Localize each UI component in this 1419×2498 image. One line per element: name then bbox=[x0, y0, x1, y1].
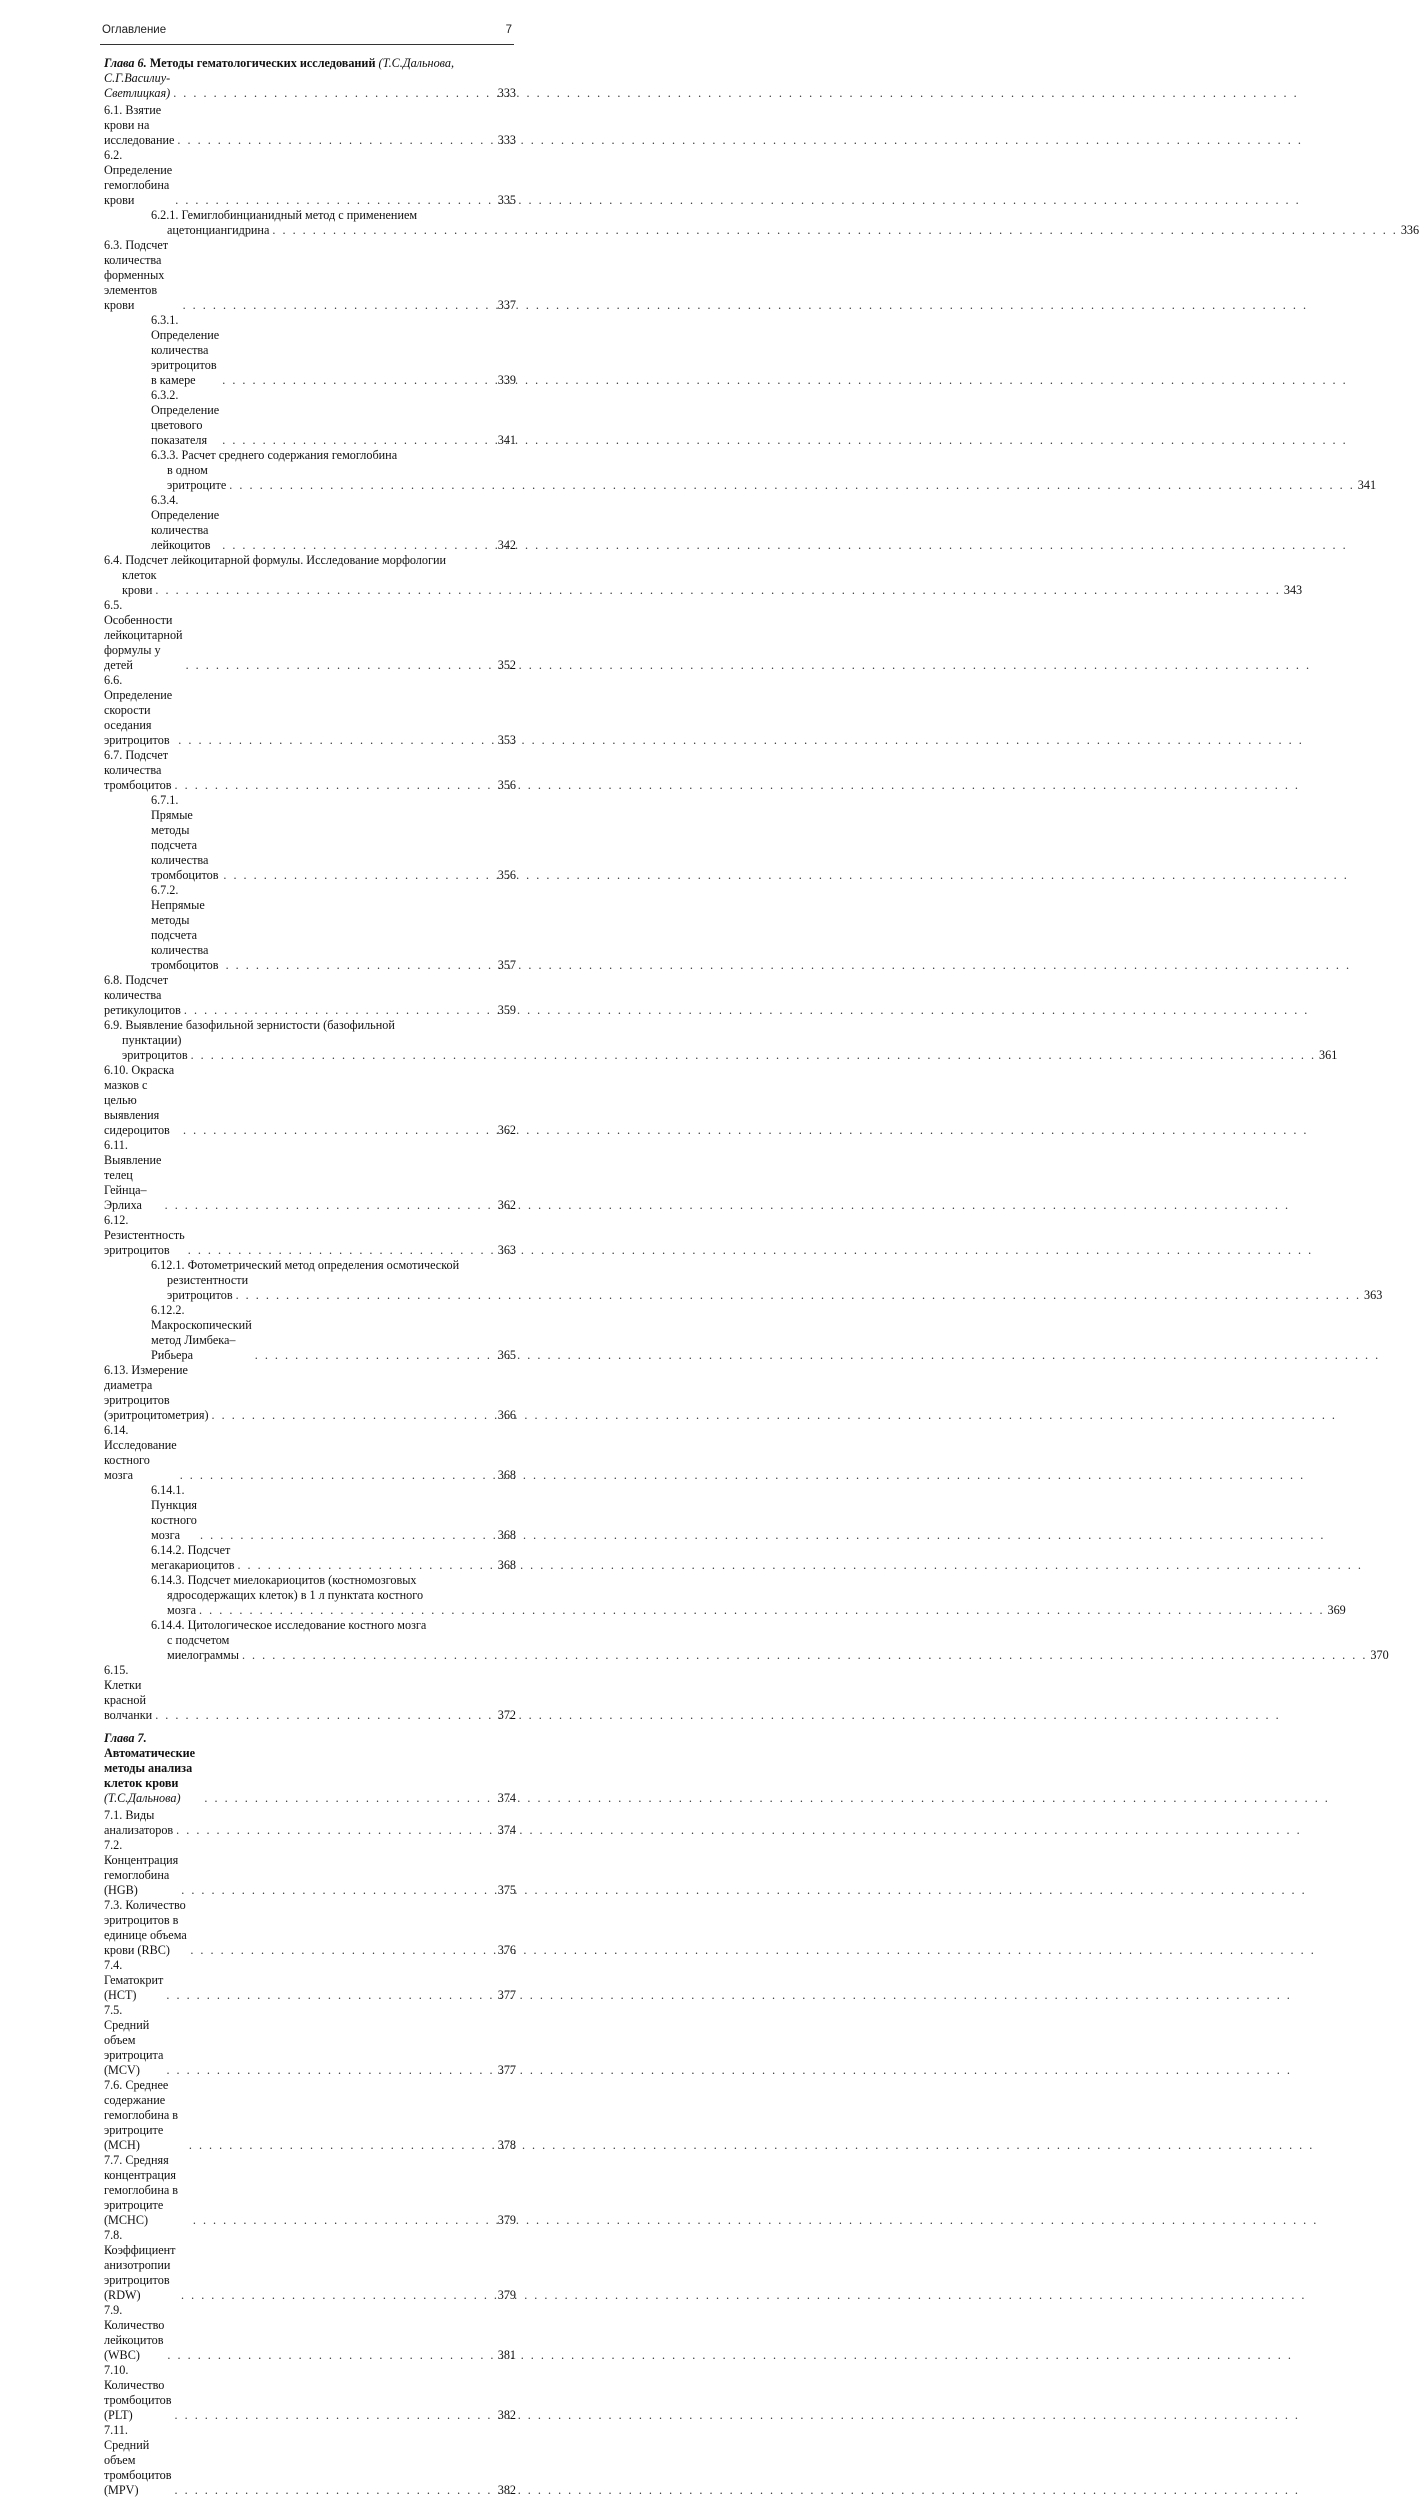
toc-entry-title: 6.11. Выявление телец Гейнца–Эрлиха bbox=[104, 1138, 162, 1212]
leader-dots bbox=[200, 1528, 489, 1543]
toc-entry[interactable] bbox=[104, 313, 516, 388]
toc-entry-page: 361 bbox=[1319, 1048, 1338, 1062]
leader-dots bbox=[229, 478, 1354, 492]
leader-dots bbox=[189, 2138, 489, 2153]
leader-dots bbox=[155, 1708, 489, 1723]
toc-entry[interactable] bbox=[104, 1483, 516, 1543]
leader-dots bbox=[222, 433, 489, 448]
toc-entry-page: 368 bbox=[497, 1528, 516, 1542]
leader-dots bbox=[191, 1048, 1316, 1062]
toc-entry-title: 6.12. Резистентность эритроцитов bbox=[104, 1213, 185, 1257]
toc-entry-title: ацетонциангидрина bbox=[167, 223, 270, 237]
toc-entry-title: 6.14.3. Подсчет миелокариоцитов (костномозговых bbox=[151, 1573, 417, 1587]
toc-entry-title: 6.2.1. Гемиглобинцианидный метод с применением bbox=[151, 208, 418, 222]
toc-entry-page: 372 bbox=[497, 1708, 516, 1722]
leader-dots bbox=[204, 1791, 489, 1806]
toc-entry-title: с подсчетом миелограммы bbox=[167, 1633, 239, 1662]
toc-entry-title: 7.1. Виды анализаторов bbox=[104, 1808, 174, 1837]
toc-entry-page: 365 bbox=[497, 1348, 516, 1362]
leader-dots bbox=[177, 133, 489, 148]
toc-entry-page: 368 bbox=[497, 1468, 516, 1482]
toc-entry-title: 6.2. Определение гемоглобина крови bbox=[104, 148, 173, 207]
toc-entry-title: 7.9. Количество лейкоцитов (WBC) bbox=[104, 2303, 165, 2362]
leader-dots bbox=[272, 223, 1397, 237]
toc-entry-page: 341 bbox=[497, 433, 516, 447]
toc-entry[interactable] bbox=[104, 1303, 516, 1363]
toc-entry-title: 6.14.4. Цитологическое исследование костного мозга bbox=[151, 1618, 427, 1632]
toc-entry[interactable] bbox=[104, 2003, 516, 2078]
leader-dots bbox=[155, 583, 1280, 597]
leader-dots bbox=[242, 1648, 1367, 1662]
toc-entry-page: 378 bbox=[497, 2138, 516, 2152]
toc-entry-title: 6.12.2. Макроскопический метод Лимбека–Рибьера bbox=[151, 1303, 252, 1362]
toc-entry-title: 6.1. Взятие крови на исследование bbox=[104, 103, 175, 147]
toc-entry[interactable] bbox=[104, 2228, 516, 2303]
toc-entry-title: 7.11. Средний объем тромбоцитов (MPV) bbox=[104, 2423, 172, 2497]
toc-entry-title: 6.3. Подсчет количества форменных элементов крови bbox=[104, 238, 169, 312]
toc-entry[interactable] bbox=[104, 1958, 516, 2003]
toc-entry[interactable] bbox=[104, 553, 1303, 598]
toc-entry-title: 6.12.1. Фотометрический метод определения осмотической bbox=[151, 1258, 460, 1272]
toc-entry[interactable] bbox=[104, 1808, 516, 1838]
chapter-6-authors-line2: С.Г.Василиу-Светлицкая) bbox=[104, 71, 171, 100]
leader-dots bbox=[193, 2213, 489, 2228]
toc-entry-title: 6.3.1. Определение количества эритроцитов в камере bbox=[151, 313, 220, 387]
toc-entry-page: 357 bbox=[497, 958, 516, 972]
leader-dots bbox=[199, 1603, 1324, 1617]
toc-entry-title: 7.5. Средний объем эритроцита (MCV) bbox=[104, 2003, 164, 2077]
toc-entry-title: 7.4. Гематокрит (HCT) bbox=[104, 1958, 164, 2002]
leader-dots bbox=[173, 86, 489, 101]
toc-entry[interactable] bbox=[104, 1423, 516, 1483]
chapter-7-label: Глава 7. bbox=[104, 1731, 147, 1745]
leader-dots bbox=[212, 1408, 489, 1423]
leader-dots bbox=[175, 2483, 490, 2498]
toc-entry-page: 337 bbox=[497, 298, 516, 312]
toc-entry-page: 363 bbox=[1364, 1288, 1383, 1302]
toc-entry[interactable] bbox=[104, 673, 516, 748]
toc-entry-title: 6.5. Особенности лейкоцитарной формулы у детей bbox=[104, 598, 183, 672]
leader-dots bbox=[188, 1243, 489, 1258]
toc-entry-page: 379 bbox=[497, 2288, 516, 2302]
leader-dots bbox=[186, 658, 489, 673]
toc-entry-title: 7.10. Количество тромбоцитов (PLT) bbox=[104, 2363, 172, 2422]
toc-entry[interactable] bbox=[104, 2303, 516, 2363]
chapter-7-page: 374 bbox=[497, 1791, 516, 1805]
leader-dots bbox=[237, 1558, 489, 1573]
toc-entry-title: ядросодержащих клеток) в 1 л пунктата костного мозга bbox=[167, 1588, 424, 1617]
toc-entry[interactable] bbox=[104, 748, 516, 793]
toc-entry-page: 381 bbox=[497, 2348, 516, 2362]
toc-entry[interactable] bbox=[104, 1213, 516, 1258]
toc-entry[interactable] bbox=[104, 973, 516, 1018]
toc-entry-title: 7.6. Среднее содержание гемоглобина в эритроците (MCH) bbox=[104, 2078, 179, 2152]
toc-entry-title: 6.14.1. Пункция костного мозга bbox=[151, 1483, 197, 1542]
toc-entry-page: 379 bbox=[497, 2213, 516, 2227]
leader-dots bbox=[183, 298, 489, 313]
toc-entry-page: 382 bbox=[497, 2483, 516, 2497]
toc-entry[interactable] bbox=[104, 883, 516, 973]
toc-entry[interactable] bbox=[104, 1898, 516, 1958]
toc-entry-page: 333 bbox=[497, 133, 516, 147]
chapter-6-page: 333 bbox=[497, 86, 516, 100]
toc-entry-page: 375 bbox=[497, 1883, 516, 1897]
toc-entry-page: 374 bbox=[497, 1823, 516, 1837]
chapter-7-entries bbox=[104, 1808, 516, 2498]
toc-entry[interactable] bbox=[104, 103, 516, 148]
toc-entry-page: 377 bbox=[497, 2063, 516, 2077]
toc-entry-page: 362 bbox=[497, 1123, 516, 1137]
toc-entry[interactable] bbox=[104, 2078, 516, 2153]
leader-dots bbox=[181, 1883, 489, 1898]
chapter-6-authors-line1: (Т.С.Дальнова, bbox=[378, 56, 455, 70]
header-rule bbox=[100, 44, 514, 45]
toc-entry-page: 369 bbox=[1327, 1603, 1346, 1617]
toc-entry[interactable] bbox=[104, 598, 516, 673]
toc-entry[interactable] bbox=[104, 1063, 516, 1138]
toc-entry-title: 6.4. Подсчет лейкоцитарной формулы. Исследование морфологии bbox=[104, 553, 446, 567]
toc-entry-page: 356 bbox=[497, 868, 516, 882]
toc-entry-title: 6.13. Измерение диаметра эритроцитов (эритроцитометрия) bbox=[104, 1363, 209, 1422]
leader-dots bbox=[190, 1943, 489, 1958]
leader-dots bbox=[178, 733, 489, 748]
toc-entry-page: 370 bbox=[1370, 1648, 1389, 1662]
leader-dots bbox=[175, 778, 490, 793]
toc-entry-page: 341 bbox=[1357, 478, 1377, 492]
leader-dots bbox=[236, 1288, 1361, 1302]
toc-entry-title: 6.9. Выявление базофильной зернистости (базофильной bbox=[104, 1018, 395, 1032]
toc-entry[interactable] bbox=[104, 793, 516, 883]
toc-entry-page: 359 bbox=[497, 1003, 516, 1017]
leader-dots bbox=[222, 538, 489, 553]
toc-entry-page: 376 bbox=[497, 1943, 516, 1957]
leader-dots bbox=[184, 1003, 489, 1018]
toc-entry-title: 6.6. Определение скорости оседания эритроцитов bbox=[104, 673, 173, 747]
chapter-6-label: Глава 6. bbox=[104, 56, 147, 70]
toc-entry-title: 7.2. Концентрация гемоглобина (HGB) bbox=[104, 1838, 179, 1897]
toc-entry-title: пунктации) эритроцитов bbox=[122, 1033, 188, 1062]
toc-entry-page: 368 bbox=[497, 1558, 516, 1572]
chapter-7-title: Автоматические методы анализа клеток крови bbox=[104, 1746, 196, 1790]
toc-entry-title: 6.7. Подсчет количества тромбоцитов bbox=[104, 748, 172, 792]
toc-entry-page: 343 bbox=[1283, 583, 1303, 597]
running-header-title: Оглавление bbox=[102, 24, 167, 36]
leader-dots bbox=[165, 1198, 489, 1213]
toc-entry-page: 339 bbox=[497, 373, 516, 387]
toc-entry[interactable] bbox=[104, 1618, 1389, 1663]
chapter-7-authors: (Т.С.Дальнова) bbox=[104, 1791, 181, 1805]
leader-dots bbox=[181, 2288, 489, 2303]
toc-entry-page: 366 bbox=[497, 1408, 516, 1422]
toc-entry-page: 382 bbox=[497, 2408, 516, 2422]
toc-entry-title: клеток крови bbox=[122, 568, 157, 597]
toc-entry-title: 6.8. Подсчет количества ретикулоцитов bbox=[104, 973, 181, 1017]
toc-entry[interactable] bbox=[104, 148, 516, 208]
toc-entry[interactable] bbox=[104, 388, 516, 448]
table-of-contents bbox=[104, 56, 1419, 2498]
leader-dots bbox=[175, 2408, 490, 2423]
toc-entry[interactable] bbox=[104, 1663, 516, 1723]
toc-entry-title: 6.14.2. Подсчет мегакариоцитов bbox=[151, 1543, 235, 1572]
toc-entry[interactable] bbox=[104, 2423, 516, 2498]
toc-entry-title: 6.3.4. Определение количества лейкоцитов bbox=[151, 493, 220, 552]
toc-entry-title: 6.3.3. Расчет среднего содержания гемоглобина bbox=[151, 448, 398, 462]
leader-dots bbox=[167, 2348, 489, 2363]
leader-dots bbox=[175, 193, 489, 208]
toc-entry[interactable] bbox=[104, 1138, 516, 1213]
toc-entry[interactable] bbox=[104, 1573, 1346, 1618]
chapter-6-title: Методы гематологических исследований bbox=[149, 56, 376, 70]
chapter-6-heading[interactable] bbox=[104, 56, 516, 101]
toc-entry-page: 363 bbox=[497, 1243, 516, 1257]
leader-dots bbox=[222, 373, 489, 388]
toc-entry-page: 336 bbox=[1400, 223, 1419, 237]
toc-entry[interactable] bbox=[104, 1838, 516, 1898]
toc-entry-page: 356 bbox=[497, 778, 516, 792]
toc-entry-page: 335 bbox=[497, 193, 516, 207]
leader-dots bbox=[226, 958, 489, 973]
toc-entry-title: 7.7. Средняя концентрация гемоглобина в эритроците (MCHC) bbox=[104, 2153, 179, 2227]
page-number: 7 bbox=[505, 24, 512, 36]
toc-entry-title: резистентности эритроцитов bbox=[167, 1273, 249, 1302]
toc-entry[interactable] bbox=[104, 208, 1419, 238]
toc-entry-page: 352 bbox=[497, 658, 516, 672]
toc-entry-title: 6.7.1. Прямые методы подсчета количества тромбоцитов bbox=[151, 793, 219, 882]
toc-entry-title: 6.3.2. Определение цветового показателя bbox=[151, 388, 220, 447]
chapter-6-entries bbox=[104, 103, 1419, 1723]
toc-entry[interactable] bbox=[104, 2153, 516, 2228]
toc-entry[interactable] bbox=[104, 1363, 516, 1423]
chapter-7-heading[interactable] bbox=[104, 1731, 516, 1806]
toc-entry-page: 377 bbox=[497, 1988, 516, 2002]
toc-entry-page: 353 bbox=[497, 733, 516, 747]
toc-entry-title: 6.10. Окраска мазков с целью выявления сидероцитов bbox=[104, 1063, 175, 1137]
leader-dots bbox=[223, 868, 489, 883]
leader-dots bbox=[176, 1823, 489, 1838]
toc-entry-title: 6.7.2. Непрямые методы подсчета количества тромбоцитов bbox=[151, 883, 219, 972]
leader-dots bbox=[180, 1468, 489, 1483]
toc-entry[interactable] bbox=[104, 2363, 516, 2423]
toc-entry-title: 6.14. Исследование костного мозга bbox=[104, 1423, 177, 1482]
toc-entry-title: в одном эритроците bbox=[167, 463, 227, 492]
toc-entry-page: 362 bbox=[497, 1198, 516, 1212]
toc-entry-title: 7.8. Коэффициент анизотропии эритроцитов (RDW) bbox=[104, 2228, 176, 2302]
leader-dots bbox=[255, 1348, 489, 1363]
toc-entry-page: 342 bbox=[497, 538, 516, 552]
toc-entry[interactable] bbox=[104, 238, 516, 313]
leader-dots bbox=[166, 1988, 489, 2003]
leader-dots bbox=[183, 1123, 489, 1138]
leader-dots bbox=[166, 2063, 489, 2078]
toc-entry-title: 6.15. Клетки красной волчанки bbox=[104, 1663, 153, 1722]
toc-entry-title: 7.3. Количество эритроцитов в единице объема крови (RBC) bbox=[104, 1898, 187, 1957]
toc-entry[interactable] bbox=[104, 1258, 1383, 1303]
toc-entry[interactable] bbox=[104, 1543, 516, 1573]
toc-entry[interactable] bbox=[104, 448, 1377, 493]
toc-entry[interactable] bbox=[104, 1018, 1338, 1063]
toc-entry[interactable] bbox=[104, 493, 516, 553]
